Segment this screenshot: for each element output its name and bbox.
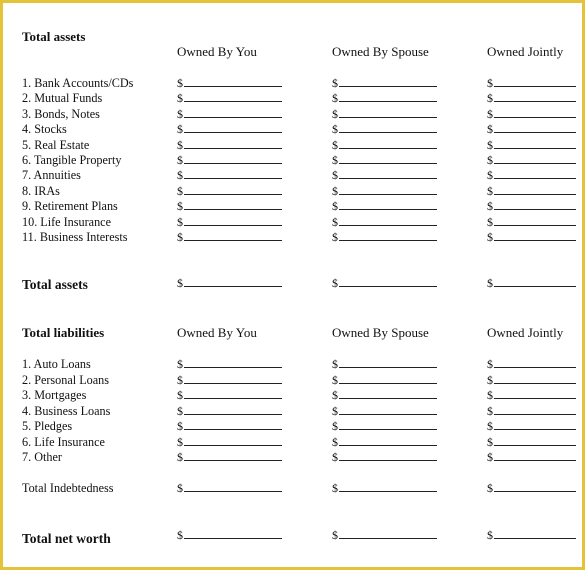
blank-line xyxy=(339,491,437,492)
blank-line xyxy=(494,414,576,415)
blank-line xyxy=(339,383,437,384)
liabilities-row-6-field-spouse[interactable] xyxy=(332,436,437,448)
currency-symbol: $ xyxy=(332,388,338,402)
liabilities-row-3-field-you[interactable] xyxy=(177,389,282,401)
blank-line xyxy=(339,209,437,210)
blank-line xyxy=(339,398,437,399)
liabilities-col-you: Owned By You xyxy=(177,325,257,340)
currency-symbol: $ xyxy=(332,214,338,229)
blank-line xyxy=(184,460,282,461)
blank-line xyxy=(339,445,437,446)
net-worth-field-you[interactable] xyxy=(177,529,282,541)
liabilities-heading: Total liabilities xyxy=(22,325,105,340)
assets-row-6-field-spouse[interactable] xyxy=(332,154,437,166)
assets-row-9-field-you[interactable] xyxy=(177,200,282,212)
liabilities-row-5-field-jointly[interactable] xyxy=(487,420,576,432)
currency-symbol: $ xyxy=(487,372,493,387)
currency-symbol: $ xyxy=(332,137,338,152)
liabilities-row-2-field-jointly[interactable] xyxy=(487,374,576,386)
liabilities-col-jointly: Owned Jointly xyxy=(487,325,564,340)
liabilities-item-label: 4. Business Loans xyxy=(22,403,111,418)
liabilities-row-7-field-spouse[interactable] xyxy=(332,451,437,463)
assets-item-label: 7. Annuities xyxy=(22,168,81,183)
blank-line xyxy=(494,117,576,118)
currency-symbol: $ xyxy=(332,357,338,371)
currency-symbol: $ xyxy=(332,372,338,387)
currency-symbol: $ xyxy=(177,183,183,198)
blank-line xyxy=(494,460,576,461)
currency-symbol: $ xyxy=(487,106,493,121)
liabilities-row-2-field-spouse[interactable] xyxy=(332,374,437,386)
currency-symbol: $ xyxy=(487,434,493,449)
currency-symbol: $ xyxy=(177,106,183,121)
liabilities-row-4-field-jointly[interactable] xyxy=(487,405,576,417)
currency-symbol: $ xyxy=(177,76,183,90)
assets-row-4-field-jointly[interactable] xyxy=(487,123,576,135)
currency-symbol: $ xyxy=(487,450,493,464)
assets-row-7-field-spouse[interactable] xyxy=(332,169,437,181)
indebtedness-field-jointly[interactable] xyxy=(487,482,576,494)
liabilities-item-label: 5. Pledges xyxy=(22,419,73,433)
indebtedness-field-spouse[interactable] xyxy=(332,482,437,494)
blank-line xyxy=(339,225,437,226)
blank-line xyxy=(494,286,576,287)
currency-symbol: $ xyxy=(177,528,183,542)
currency-symbol: $ xyxy=(177,388,183,402)
currency-symbol: $ xyxy=(332,230,338,244)
liabilities-row-3-field-jointly[interactable] xyxy=(487,389,576,401)
currency-symbol: $ xyxy=(332,153,338,167)
currency-symbol: $ xyxy=(332,434,338,449)
assets-row-5-field-spouse[interactable] xyxy=(332,139,437,151)
currency-symbol: $ xyxy=(487,183,493,198)
currency-symbol: $ xyxy=(487,214,493,229)
assets-row-11-field-spouse[interactable] xyxy=(332,231,437,243)
currency-symbol: $ xyxy=(487,122,493,137)
liabilities-row-7-field-jointly[interactable] xyxy=(487,451,576,463)
assets-item-label: 8. IRAs xyxy=(22,183,60,198)
currency-symbol: $ xyxy=(487,153,493,167)
currency-symbol: $ xyxy=(487,357,493,371)
blank-line xyxy=(339,132,437,133)
currency-symbol: $ xyxy=(487,388,493,402)
blank-line xyxy=(184,491,282,492)
liabilities-row-1-field-you[interactable] xyxy=(177,358,282,370)
currency-symbol: $ xyxy=(332,168,338,183)
liabilities-row-1-field-jointly[interactable] xyxy=(487,358,576,370)
indebtedness-label: Total Indebtedness xyxy=(22,481,114,495)
assets-item-label: 10. Life Insurance xyxy=(22,214,111,229)
blank-line xyxy=(494,383,576,384)
indebtedness-field-you[interactable] xyxy=(177,482,282,494)
currency-symbol: $ xyxy=(177,419,183,433)
blank-line xyxy=(494,398,576,399)
assets-total-field-spouse[interactable] xyxy=(332,277,437,289)
blank-line xyxy=(184,86,282,87)
currency-symbol: $ xyxy=(487,528,493,542)
assets-item-label: 11. Business Interests xyxy=(22,230,128,244)
currency-symbol: $ xyxy=(332,528,338,542)
assets-row-8-field-jointly[interactable] xyxy=(487,185,576,197)
blank-line xyxy=(494,148,576,149)
blank-line xyxy=(339,86,437,87)
assets-heading: Total assets xyxy=(22,29,86,44)
currency-symbol: $ xyxy=(487,168,493,183)
blank-line xyxy=(184,117,282,118)
currency-symbol: $ xyxy=(487,91,493,106)
worksheet-page xyxy=(3,3,582,567)
assets-row-10-field-you[interactable] xyxy=(177,216,282,228)
assets-row-2-field-spouse[interactable] xyxy=(332,92,437,104)
currency-symbol: $ xyxy=(487,481,493,495)
currency-symbol: $ xyxy=(332,122,338,137)
currency-symbol: $ xyxy=(487,276,493,290)
assets-total-label: Total assets xyxy=(22,277,88,292)
assets-row-3-field-spouse[interactable] xyxy=(332,108,437,120)
blank-line xyxy=(184,445,282,446)
assets-col-jointly: Owned Jointly xyxy=(487,44,564,59)
assets-row-6-field-jointly[interactable] xyxy=(487,154,576,166)
currency-symbol: $ xyxy=(177,372,183,387)
liabilities-row-3-field-spouse[interactable] xyxy=(332,389,437,401)
blank-line xyxy=(494,491,576,492)
blank-line xyxy=(339,178,437,179)
blank-line xyxy=(494,445,576,446)
blank-line xyxy=(494,86,576,87)
currency-symbol: $ xyxy=(332,450,338,464)
assets-row-9-field-spouse[interactable] xyxy=(332,200,437,212)
blank-line xyxy=(184,398,282,399)
blank-line xyxy=(339,163,437,164)
assets-row-10-field-spouse[interactable] xyxy=(332,216,437,228)
liabilities-col-spouse: Owned By Spouse xyxy=(332,325,429,340)
currency-symbol: $ xyxy=(177,199,183,214)
currency-symbol: $ xyxy=(487,199,493,214)
blank-line xyxy=(339,538,437,539)
liabilities-row-6-field-jointly[interactable] xyxy=(487,436,576,448)
blank-line xyxy=(339,194,437,195)
currency-symbol: $ xyxy=(487,403,493,418)
blank-line xyxy=(339,286,437,287)
net-worth-field-jointly[interactable] xyxy=(487,529,576,541)
currency-symbol: $ xyxy=(177,91,183,106)
currency-symbol: $ xyxy=(332,183,338,198)
assets-row-2-field-you[interactable] xyxy=(177,92,282,104)
blank-line xyxy=(184,240,282,241)
currency-symbol: $ xyxy=(177,276,183,290)
blank-line xyxy=(184,132,282,133)
blank-line xyxy=(494,429,576,430)
liabilities-row-6-field-you[interactable] xyxy=(177,436,282,448)
assets-item-label: 5. Real Estate xyxy=(22,137,90,152)
assets-item-label: 2. Mutual Funds xyxy=(22,91,103,106)
blank-line xyxy=(184,367,282,368)
assets-row-1-field-spouse[interactable] xyxy=(332,77,437,89)
currency-symbol: $ xyxy=(177,230,183,244)
liabilities-item-label: 1. Auto Loans xyxy=(22,357,91,371)
blank-line xyxy=(494,538,576,539)
blank-line xyxy=(339,117,437,118)
currency-symbol: $ xyxy=(332,106,338,121)
liabilities-item-label: 2. Personal Loans xyxy=(22,372,109,387)
liabilities-item-label: 7. Other xyxy=(22,450,62,464)
blank-line xyxy=(494,194,576,195)
assets-item-label: 1. Bank Accounts/CDs xyxy=(22,76,134,90)
currency-symbol: $ xyxy=(487,76,493,90)
blank-line xyxy=(339,414,437,415)
assets-row-11-field-jointly[interactable] xyxy=(487,231,576,243)
assets-row-4-field-spouse[interactable] xyxy=(332,123,437,135)
net-worth-label: Total net worth xyxy=(22,531,111,546)
currency-symbol: $ xyxy=(332,276,338,290)
liabilities-item-label: 3. Mortgages xyxy=(22,388,87,402)
assets-total-field-you[interactable] xyxy=(177,277,282,289)
assets-row-7-field-you[interactable] xyxy=(177,169,282,181)
currency-symbol: $ xyxy=(177,450,183,464)
blank-line xyxy=(339,460,437,461)
blank-line xyxy=(184,178,282,179)
blank-line xyxy=(184,194,282,195)
blank-line xyxy=(494,209,576,210)
currency-symbol: $ xyxy=(177,481,183,495)
assets-row-10-field-jointly[interactable] xyxy=(487,216,576,228)
currency-symbol: $ xyxy=(177,434,183,449)
blank-line xyxy=(184,383,282,384)
net-worth-field-spouse[interactable] xyxy=(332,529,437,541)
assets-item-label: 6. Tangible Property xyxy=(22,153,122,167)
assets-row-3-field-you[interactable] xyxy=(177,108,282,120)
blank-line xyxy=(184,148,282,149)
liabilities-row-4-field-spouse[interactable] xyxy=(332,405,437,417)
liabilities-row-1-field-spouse[interactable] xyxy=(332,358,437,370)
assets-total-field-jointly[interactable] xyxy=(487,277,576,289)
assets-col-you: Owned By You xyxy=(177,44,257,59)
blank-line xyxy=(184,225,282,226)
assets-col-spouse: Owned By Spouse xyxy=(332,44,429,59)
blank-line xyxy=(494,101,576,102)
assets-row-5-field-jointly[interactable] xyxy=(487,139,576,151)
currency-symbol: $ xyxy=(177,403,183,418)
blank-line xyxy=(494,367,576,368)
blank-line xyxy=(494,225,576,226)
currency-symbol: $ xyxy=(487,137,493,152)
currency-symbol: $ xyxy=(177,168,183,183)
assets-row-7-field-jointly[interactable] xyxy=(487,169,576,181)
assets-row-5-field-you[interactable] xyxy=(177,139,282,151)
blank-line xyxy=(184,286,282,287)
currency-symbol: $ xyxy=(332,199,338,214)
currency-symbol: $ xyxy=(487,419,493,433)
blank-line xyxy=(184,414,282,415)
blank-line xyxy=(339,240,437,241)
currency-symbol: $ xyxy=(177,153,183,167)
assets-row-3-field-jointly[interactable] xyxy=(487,108,576,120)
assets-row-8-field-you[interactable] xyxy=(177,185,282,197)
blank-line xyxy=(494,240,576,241)
blank-line xyxy=(339,148,437,149)
liabilities-item-label: 6. Life Insurance xyxy=(22,434,105,449)
blank-line xyxy=(339,101,437,102)
currency-symbol: $ xyxy=(332,419,338,433)
blank-line xyxy=(339,367,437,368)
assets-item-label: 3. Bonds, Notes xyxy=(22,106,100,121)
blank-line xyxy=(494,163,576,164)
assets-item-label: 9. Retirement Plans xyxy=(22,199,118,214)
assets-row-2-field-jointly[interactable] xyxy=(487,92,576,104)
currency-symbol: $ xyxy=(487,230,493,244)
blank-line xyxy=(184,429,282,430)
liabilities-row-5-field-spouse[interactable] xyxy=(332,420,437,432)
assets-row-9-field-jointly[interactable] xyxy=(487,200,576,212)
currency-symbol: $ xyxy=(177,214,183,229)
currency-symbol: $ xyxy=(332,403,338,418)
currency-symbol: $ xyxy=(332,76,338,90)
assets-row-11-field-you[interactable] xyxy=(177,231,282,243)
currency-symbol: $ xyxy=(177,122,183,137)
blank-line xyxy=(339,429,437,430)
assets-row-1-field-you[interactable] xyxy=(177,77,282,89)
assets-item-label: 4. Stocks xyxy=(22,122,67,137)
currency-symbol: $ xyxy=(177,137,183,152)
currency-symbol: $ xyxy=(332,481,338,495)
blank-line xyxy=(494,132,576,133)
assets-row-6-field-you[interactable] xyxy=(177,154,282,166)
blank-line xyxy=(184,101,282,102)
blank-line xyxy=(494,178,576,179)
blank-line xyxy=(184,163,282,164)
assets-row-8-field-spouse[interactable] xyxy=(332,185,437,197)
assets-row-4-field-you[interactable] xyxy=(177,123,282,135)
blank-line xyxy=(184,538,282,539)
liabilities-row-5-field-you[interactable] xyxy=(177,420,282,432)
currency-symbol: $ xyxy=(177,357,183,371)
assets-row-1-field-jointly[interactable] xyxy=(487,77,576,89)
liabilities-row-4-field-you[interactable] xyxy=(177,405,282,417)
liabilities-row-2-field-you[interactable] xyxy=(177,374,282,386)
currency-symbol: $ xyxy=(332,91,338,106)
liabilities-row-7-field-you[interactable] xyxy=(177,451,282,463)
blank-line xyxy=(184,209,282,210)
